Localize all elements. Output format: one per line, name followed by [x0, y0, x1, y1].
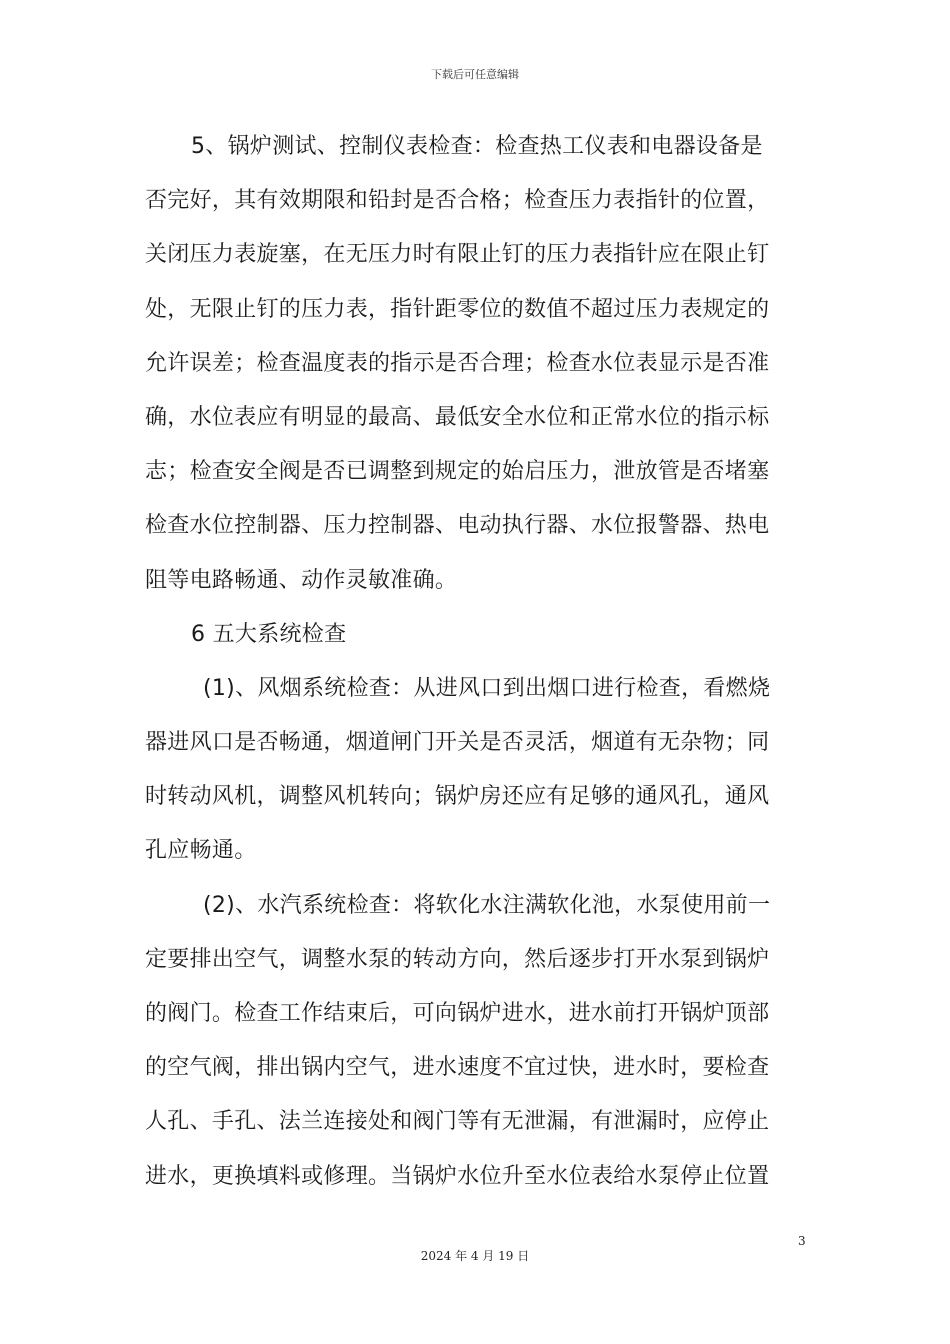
paragraph-line: 器进风口是否畅通，烟道闸门开关是否灵活，烟道有无杂物；同	[145, 730, 770, 756]
footer-date: 2024 年 4 月 19 日	[420, 1249, 530, 1263]
paragraph-line: 的阀门。检查工作结束后，可向锅炉进水，进水前打开锅炉顶部	[145, 1001, 770, 1026]
paragraph-line: 时转动风机，调整风机转向；锅炉房还应有足够的通风孔，通风	[145, 784, 770, 810]
paragraph-line: 处，无限止钉的压力表，指针距零位的数值不超过压力表规定的	[145, 296, 770, 322]
document-body	[145, 120, 807, 1204]
paragraph-line: (1)、风烟系统检查：从进风口到出烟口进行检查，看燃烧	[203, 675, 771, 701]
paragraph-line: 否完好，其有效期限和铅封是否合格；检查压力表指针的位置，	[145, 188, 770, 214]
paragraph-line: 人孔、手孔、法兰连接处和阀门等有无泄漏，有泄漏时，应停止	[145, 1109, 770, 1135]
paragraph-line: 孔应畅通。	[145, 838, 257, 864]
paragraph-line: 关闭压力表旋塞，在无压力时有限止钉的压力表指针应在限止钉	[145, 242, 770, 268]
paragraph-line: 检查水位控制器、压力控制器、电动执行器、水位报警器、热电	[145, 513, 770, 539]
page-number: 3	[798, 1234, 806, 1248]
paragraph-line: 志；检查安全阀是否已调整到规定的始启压力，泄放管是否堵塞	[145, 459, 770, 485]
section-heading: 6 五大系统检查	[191, 621, 347, 647]
paragraph-line: 进水，更换填料或修理。当锅炉水位升至水位表给水泵停止位置	[145, 1163, 770, 1189]
paragraph-line: (2)、水汽系统检查：将软化水注满软化池，水泵使用前一	[203, 892, 771, 918]
paragraph-line: 的空气阀，排出锅内空气，进水速度不宜过快，进水时，要检查	[145, 1055, 770, 1081]
paragraph-line: 阻等电路畅通、动作灵敏准确。	[145, 567, 458, 593]
paragraph-line: 允许误差；检查温度表的指示是否合理；检查水位表显示是否准	[145, 350, 770, 376]
page-header: 下载后可任意编辑	[431, 68, 519, 81]
paragraph-line: 定要排出空气，调整水泵的转动方向，然后逐步打开水泵到锅炉	[145, 946, 770, 972]
paragraph-line: 确，水位表应有明显的最高、最低安全水位和正常水位的指示标	[145, 404, 770, 430]
paragraph-line: 5、锅炉测试、控制仪表检查：检查热工仪表和电器设备是	[191, 134, 763, 159]
